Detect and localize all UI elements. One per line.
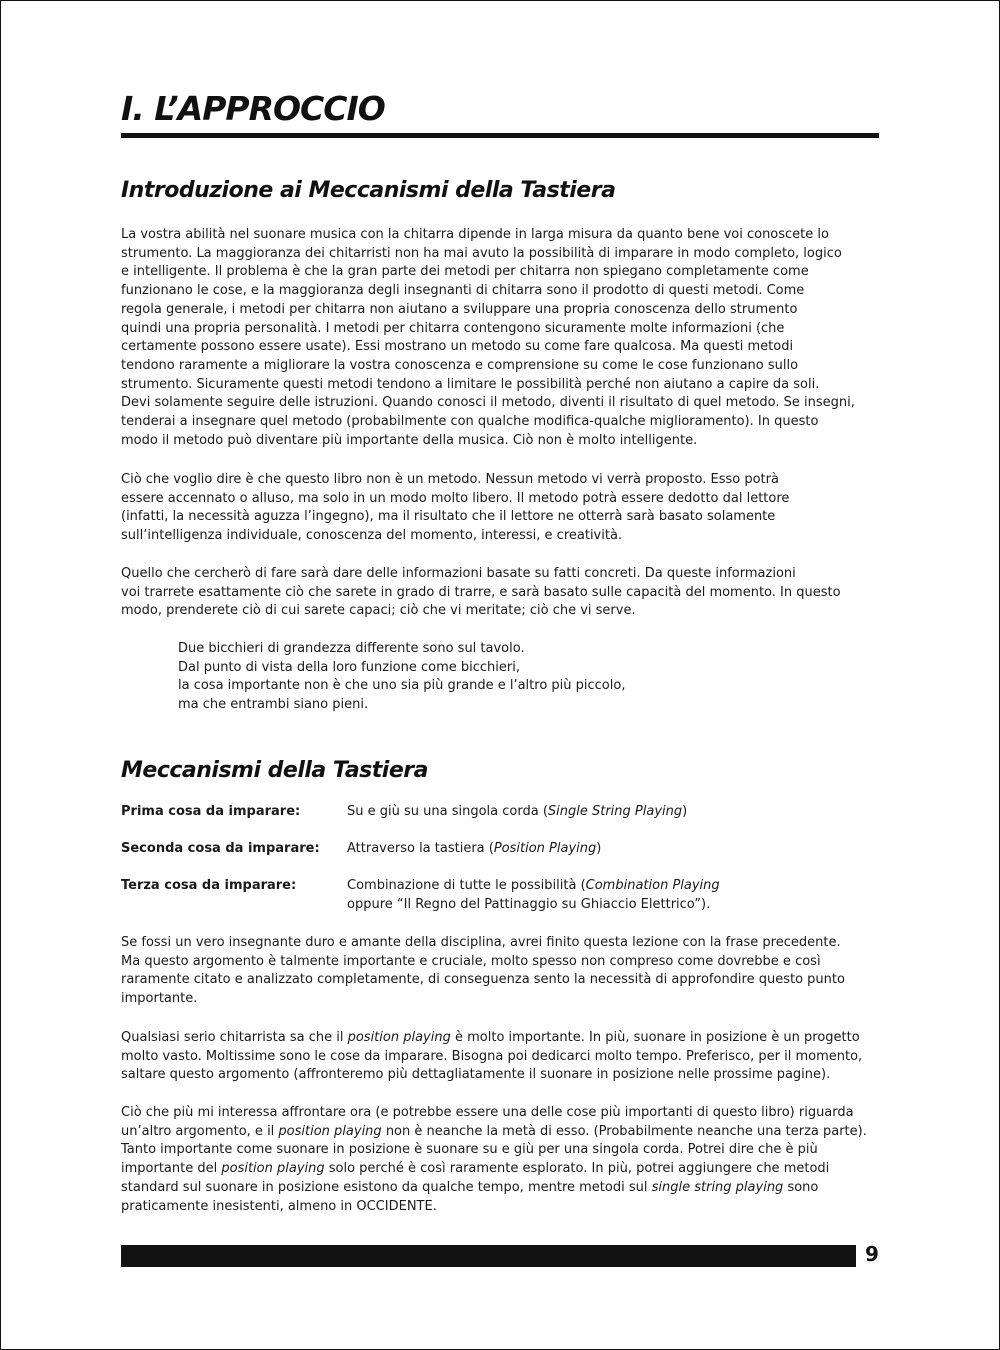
- quote-line: Due bicchieri di grandezza differente sono sul tavolo.: [178, 641, 525, 656]
- text-line: La vostra abilità nel suonare musica con la chitarra dipende in larga misura da quanto bene voi conoscete lo: [121, 227, 829, 242]
- text-line: certamente possono essere usate). Essi mostrano un metodo su come fare qualcosa. Ma questi metodi: [121, 339, 794, 355]
- text-line: sull’intelligenza individuale, conoscenza del momento, interessi, e creatività.: [121, 528, 623, 544]
- section-title-mechanisms: Meccanismi della Tastiera: [121, 758, 428, 783]
- text-line: regola generale, i metodi per chitarra non aiutano a sviluppare una propria conoscenza dello strumento: [121, 301, 798, 317]
- text-line: Se fossi un vero insegnante duro e amante della disciplina, avrei finito questa lezione con la frase precedente.: [121, 935, 841, 950]
- mechanism-label: Prima cosa da imparare:: [121, 804, 301, 819]
- footer-bar: [121, 1245, 856, 1267]
- text-line: Qualsiasi serio chitarrista sa che il position playing è molto importante. In più, suonare in posizione è un progetto: [121, 1030, 860, 1045]
- text-line: modo, prenderete ciò di cui sarete capaci; ciò che vi meritate; ciò che vi serve.: [121, 603, 636, 619]
- mechanism-label: Seconda cosa da imparare:: [121, 841, 320, 856]
- mechanism-label: Terza cosa da imparare:: [121, 878, 297, 893]
- text-line: funzionano le cose, e la maggioranza degli insegnanti di chitarra sono il prodotto di questi metodi. Come: [121, 283, 805, 299]
- chapter-title-rule: [121, 133, 879, 138]
- text-line: essere accennato o alluso, ma solo in un modo molto libero. Il metodo potrà essere dedotto dal lettore: [121, 490, 790, 506]
- text-line: (infatti, la necessità aguzza l’ingegno), ma il risultato che il lettore ne otterrà sarà basato solamente: [121, 509, 776, 525]
- text-line: Quello che cercherò di fare sarà dare delle informazioni basate su fatti concreti. Da queste informazioni: [121, 566, 796, 581]
- chapter-title: I. L’APPROCCIO: [121, 89, 385, 128]
- quote-line: ma che entrambi siano pieni.: [178, 697, 369, 713]
- text-line: tendono raramente a migliorare la vostra conoscenza e comprensione su come le cose funzionano sullo: [121, 357, 799, 373]
- text-line: raramente citato e analizzato completamente, di conseguenza sento la necessità di approfondire questo punto: [121, 972, 845, 988]
- text-line: praticamente inesistenti, almeno in OCCIDENTE.: [121, 1198, 437, 1214]
- text-line: importante.: [121, 991, 198, 1007]
- text-line: strumento. La maggioranza dei chitarristi non ha mai avuto la possibilità di imparare in modo completo, logico: [121, 245, 842, 261]
- text-line: importante del position playing solo perché è così raramente esplorato. In più, potrei aggiungere che metodi: [121, 1161, 830, 1177]
- text-line: Ciò che voglio dire è che questo libro non è un metodo. Nessun metodo vi verrà proposto. Esso potrà: [121, 472, 779, 487]
- quote-line: la cosa importante non è che uno sia più grande e l’altro più piccolo,: [178, 678, 626, 694]
- text-line: strumento. Sicuramente questi metodi tendono a limitare le possibilità perché non aiutano a capire da soli.: [121, 376, 820, 392]
- mechanisms-paragraph-1: [121, 934, 881, 1009]
- mechanism-description: Su e giù su una singola corda (Single String Playing): [347, 804, 688, 819]
- quote-line: Dal punto di vista della loro funzione come bicchieri,: [178, 659, 520, 675]
- text-line: voi trarrete esattamente ciò che sarete in grado di trarre, e sarà basato sulle capacità del momento. In questo: [121, 584, 841, 600]
- glasses-quote: [178, 640, 625, 715]
- mechanism-description: Combinazione di tutte le possibilità (Combination Playing oppure “Il Regno del Pattinaggio su Ghiaccio Elettrico”).: [347, 878, 720, 912]
- text-line: quindi una propria personalità. I metodi per chitarra contengono sicuramente molte informazioni (che: [121, 320, 785, 336]
- text-line: saltare questo argomento (affronteremo più dettagliatamente il suonare in posizione nelle prossime pagine).: [121, 1067, 831, 1083]
- mechanisms-paragraph-2: [121, 1029, 881, 1085]
- text-line: tenderai a insegnare quel metodo (probabilmente con qualche modifica-qualche miglioramento). In questo: [121, 414, 819, 430]
- text-line: Ma questo argomento è talmente importante e cruciale, molto spesso non compreso come dovrebbe e così: [121, 953, 821, 969]
- text-line: Devi solamente seguire delle istruzioni. Quando conosci il metodo, diventi il risultato di quel metodo. Se insegni,: [121, 395, 855, 411]
- page-number: 9: [865, 1242, 879, 1266]
- section-title-intro: Introduzione ai Meccanismi della Tastiera: [121, 178, 616, 203]
- text-line: molto vasto. Moltissime sono le cose da imparare. Bisogna poi dedicarci molto tempo. Preferisco, per il momento,: [121, 1048, 863, 1064]
- text-line: modo il metodo può diventare più importante della musica. Ciò non è molto intelligente.: [121, 432, 698, 448]
- text-line: un’altro argomento, e il position playing non è neanche la metà di esso. (Probabilmente neanche una terza parte).: [121, 1123, 867, 1139]
- intro-paragraph-3: [121, 565, 881, 621]
- intro-paragraph-2: [121, 471, 881, 546]
- text-line: Ciò che più mi interessa affrontare ora (e potrebbe essere una delle cose più importanti di questo libro) riguarda: [121, 1105, 854, 1120]
- intro-paragraph-1: [121, 226, 881, 450]
- text-line: Tanto importante come suonare in posizione è suonare su e giù per una singola corda. Potrei dire che è più: [121, 1142, 818, 1158]
- text-line: e intelligente. Il problema è che la gran parte dei metodi per chitarra non spiegano completamente come: [121, 264, 809, 280]
- mechanisms-paragraph-3: [121, 1104, 881, 1216]
- mechanism-description: Attraverso la tastiera (Position Playing): [347, 841, 602, 856]
- text-line: standard sul suonare in posizione esistono da qualche tempo, mentre metodi sul single string playing sono: [121, 1179, 819, 1195]
